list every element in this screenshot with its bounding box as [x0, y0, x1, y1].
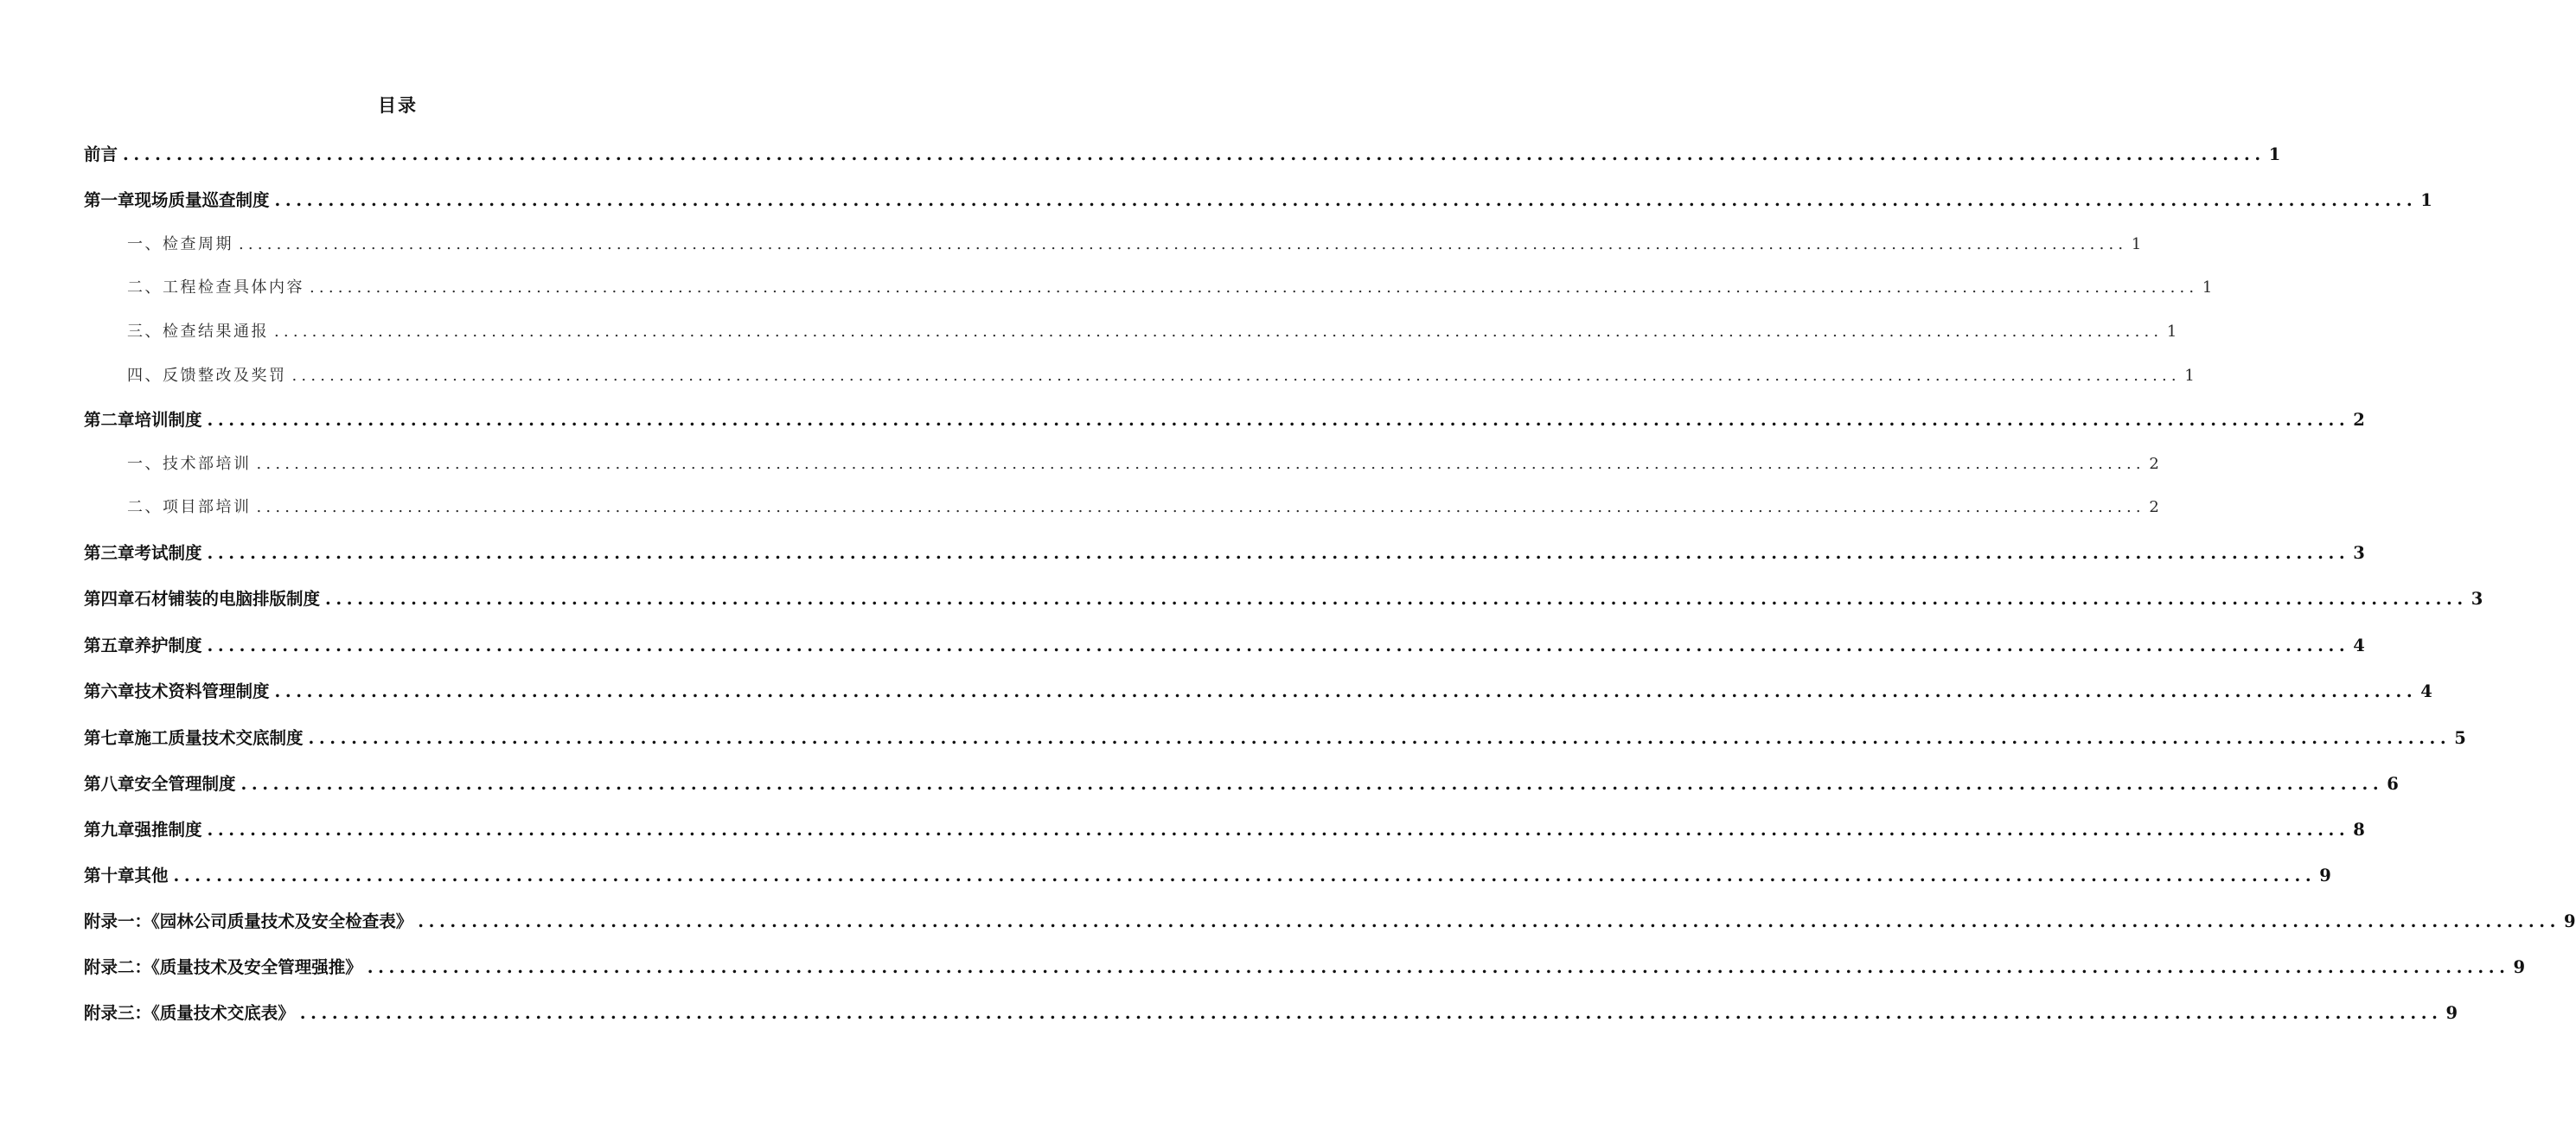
toc-entry-label: 一、检查周期 [127, 235, 233, 253]
toc-page-number: 3 [2471, 589, 2483, 609]
toc-dot-leader: ........................................................................................................................................................................................................ [207, 820, 2350, 840]
toc-page-number: 3 [2353, 543, 2365, 563]
toc-dot-leader: ........................................................................................................................................................................................................ [240, 774, 2384, 794]
toc-entry-chapter-9[interactable] [84, 807, 2365, 841]
toc-entry-label: 第七章施工质量技术交底制度 [84, 728, 304, 748]
toc-dot-leader: ........................................................................................................................................................................................................ [207, 543, 2350, 563]
toc-entry-section-1-1[interactable] [84, 221, 2142, 256]
toc-page-number: 1 [2202, 278, 2213, 297]
toc-entry-chapter-8[interactable] [84, 761, 2399, 796]
toc-entry-chapter-5[interactable] [84, 623, 2365, 657]
toc-page-number: 2 [2353, 410, 2365, 430]
toc-entry-chapter-4[interactable] [84, 576, 2483, 610]
toc-page-number: 5 [2454, 728, 2466, 748]
toc-entry-chapter-6[interactable] [84, 668, 2432, 703]
toc-entry-label: 三、检查结果通报 [127, 323, 269, 341]
toc-dot-leader: ........................................................................................................................................................................................................ [310, 278, 2199, 297]
toc-entry-section-1-3[interactable] [84, 309, 2177, 343]
toc-entry-chapter-10[interactable] [84, 853, 2331, 887]
toc-page-number: 1 [2420, 190, 2432, 210]
toc-entry-label: 二、项目部培训 [127, 498, 252, 516]
toc-page-number: 9 [2513, 957, 2526, 977]
toc-entry-section-1-4[interactable] [84, 353, 2195, 387]
toc-dot-leader: ........................................................................................................................................................................................................ [256, 498, 2145, 516]
toc-dot-leader: ........................................................................................................................................................................................................ [325, 589, 2468, 609]
toc-dot-leader: ........................................................................................................................................................................................................ [123, 144, 2266, 164]
toc-entry-label: 二、工程检查具体内容 [127, 278, 304, 297]
toc-entry-label: 第二章培训制度 [84, 410, 202, 430]
toc-dot-leader: ........................................................................................................................................................................................................ [274, 323, 2164, 341]
toc-page-number: 4 [2420, 681, 2432, 701]
toc-dot-leader: ........................................................................................................................................................................................................ [308, 728, 2451, 748]
toc-dot-leader: ........................................................................................................................................................................................................ [274, 681, 2418, 701]
toc-entry-appendix-1[interactable] [84, 898, 2576, 933]
toc-entry-label: 第六章技术资料管理制度 [84, 681, 270, 701]
toc-entry-label: 第四章石材铺装的电脑排版制度 [84, 589, 321, 609]
toc-entry-chapter-3[interactable] [84, 530, 2365, 565]
toc-dot-leader: ........................................................................................................................................................................................................ [299, 1003, 2443, 1023]
toc-page-number: 2 [2149, 455, 2159, 473]
toc-entry-label: 一、技术部培训 [127, 455, 252, 473]
toc-entry-appendix-3[interactable] [84, 990, 2458, 1025]
toc-entry-label: 第十章其他 [84, 866, 169, 885]
page-title: 目录 [378, 94, 418, 116]
toc-entry-label: 第八章安全管理制度 [84, 774, 236, 794]
toc-entry-appendix-2[interactable] [84, 944, 2526, 979]
toc-dot-leader: ........................................................................................................................................................................................................ [207, 410, 2350, 430]
toc-entry-label: 附录二：《质量技术及安全管理强推》 [84, 957, 362, 977]
toc-entry-label: 附录一：《园林公司质量技术及安全检查表》 [84, 911, 413, 931]
toc-dot-leader: ........................................................................................................................................................................................................ [173, 866, 2317, 885]
toc-dot-leader: ........................................................................................................................................................................................................ [291, 367, 2181, 385]
toc-page-number: 2 [2149, 498, 2159, 516]
toc-dot-leader: ........................................................................................................................................................................................................ [418, 911, 2561, 931]
toc-page-number: 9 [2319, 866, 2331, 885]
toc-dot-leader: ........................................................................................................................................................................................................ [207, 636, 2350, 655]
toc-dot-leader: ........................................................................................................................................................................................................ [239, 235, 2128, 253]
toc-entry-label: 第一章现场质量巡查制度 [84, 190, 270, 210]
toc-entry-chapter-1[interactable] [84, 177, 2432, 212]
toc-entry-chapter-2[interactable] [84, 397, 2365, 431]
toc-page-number: 1 [2131, 235, 2142, 253]
toc-dot-leader: ........................................................................................................................................................................................................ [256, 455, 2145, 473]
toc-entry-label: 附录三：《质量技术交底表》 [84, 1003, 295, 1023]
toc-page-number: 1 [2268, 144, 2281, 164]
toc-entry-preface[interactable] [84, 131, 2281, 166]
toc-page-number: 1 [2184, 367, 2195, 385]
toc-entry-label: 第三章考试制度 [84, 543, 202, 563]
toc-page-number: 1 [2166, 323, 2177, 341]
toc-entry-section-2-2[interactable] [84, 484, 2159, 519]
toc-entry-label: 前言 [84, 144, 118, 164]
toc-dot-leader: ........................................................................................................................................................................................................ [274, 190, 2418, 210]
toc-page-number: 9 [2564, 911, 2576, 931]
toc-entry-chapter-7[interactable] [84, 715, 2466, 750]
toc-entry-section-1-2[interactable] [84, 265, 2213, 299]
toc-entry-section-2-1[interactable] [84, 441, 2159, 476]
toc-entry-label: 四、反馈整改及奖罚 [127, 367, 287, 385]
toc-page-number: 9 [2445, 1003, 2458, 1023]
toc-page-number: 6 [2387, 774, 2399, 794]
toc-page-number: 8 [2353, 820, 2365, 840]
toc-entry-label: 第九章强推制度 [84, 820, 202, 840]
toc-entry-label: 第五章养护制度 [84, 636, 202, 655]
toc-page-number: 4 [2353, 636, 2365, 655]
toc-dot-leader: ........................................................................................................................................................................................................ [367, 957, 2510, 977]
